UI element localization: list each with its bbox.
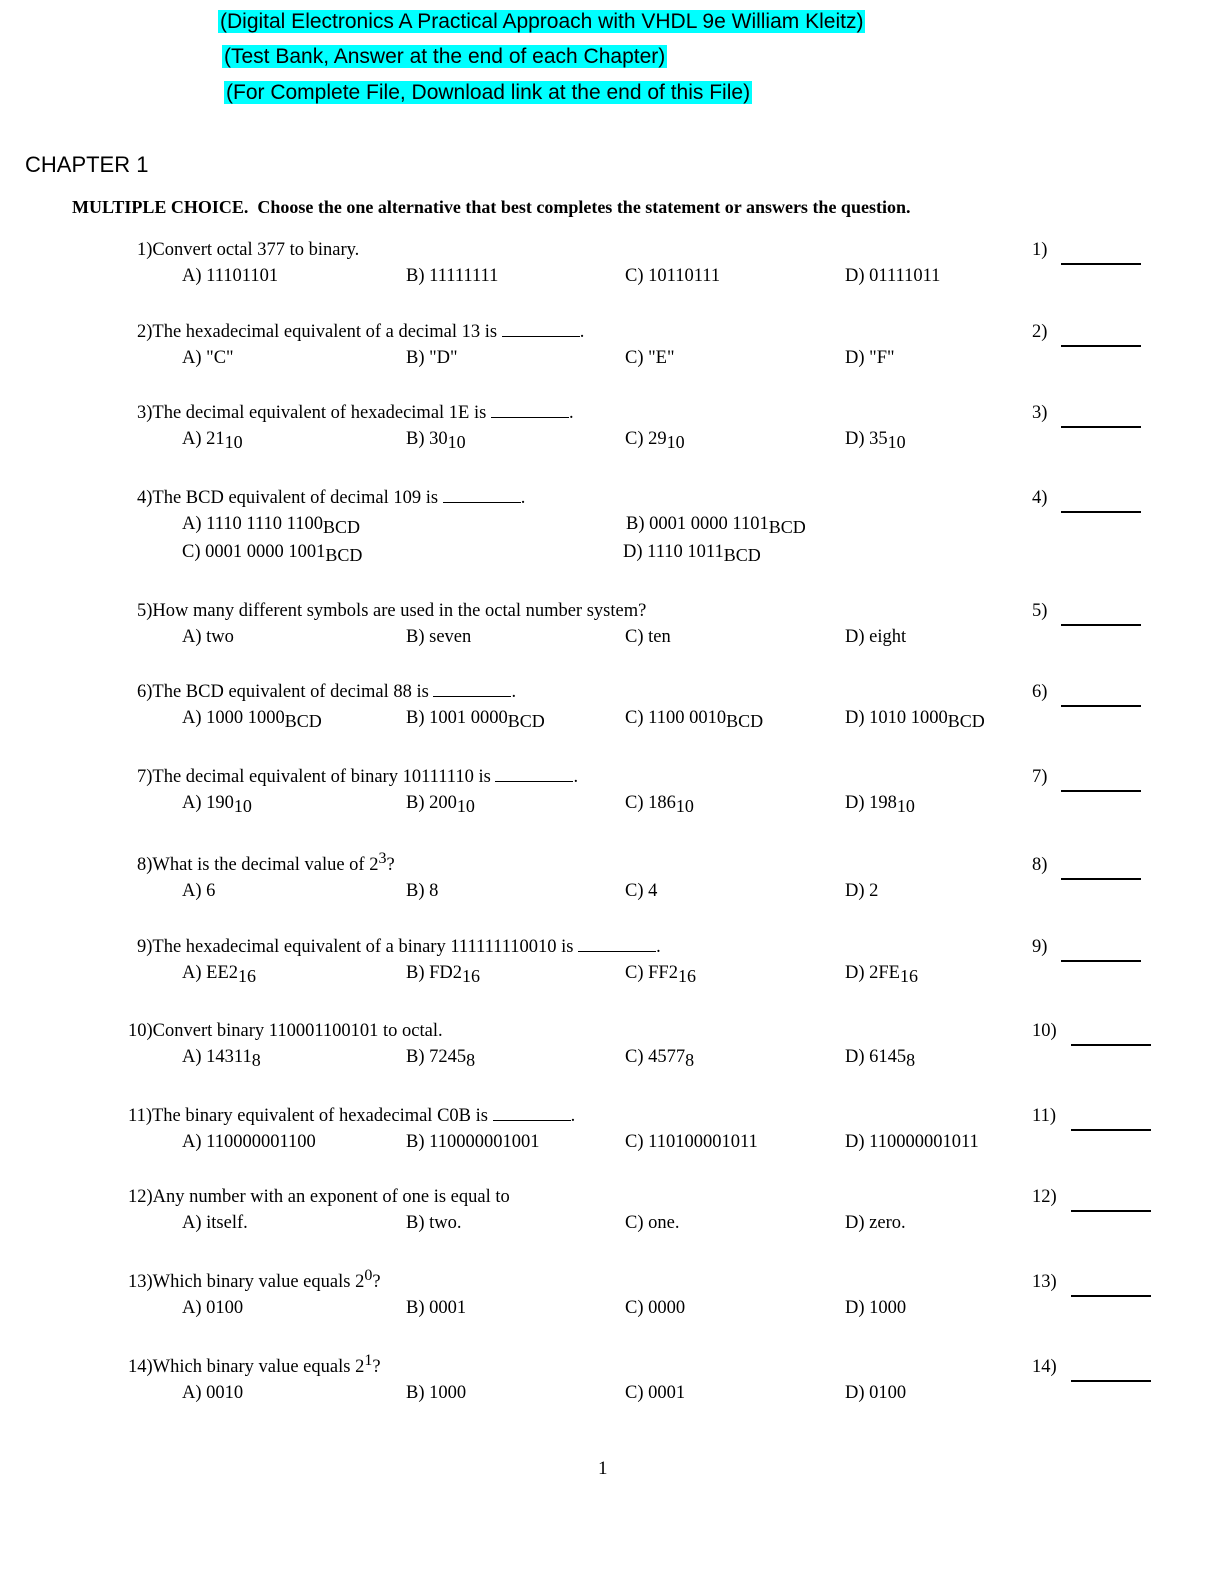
option-b[interactable] <box>406 1047 475 1068</box>
option-text: B) 1001 0000 <box>406 708 508 728</box>
number-base: BCD <box>947 711 985 731</box>
option-text: C) 0000 <box>625 1298 686 1318</box>
number-base: 8 <box>685 1050 695 1070</box>
option-text: C) FF2 <box>625 963 678 983</box>
option-c[interactable] <box>625 963 696 984</box>
answer-number: 6) <box>1032 682 1048 702</box>
question-text: What is the decimal value of 2 <box>152 855 379 875</box>
option-c[interactable] <box>625 1213 679 1234</box>
option-text: C) 4577 <box>625 1047 686 1067</box>
option-text: D) 0100 <box>845 1383 907 1403</box>
page-number: 1 <box>598 1458 608 1479</box>
question-stem <box>128 1021 443 1042</box>
option-text: D) eight <box>845 627 907 647</box>
answer-blank[interactable] <box>1061 624 1141 626</box>
option-a[interactable] <box>182 963 256 984</box>
option-text: C) 1100 0010 <box>625 708 727 728</box>
option-d[interactable] <box>623 542 761 563</box>
question-stem: 9)The hexadecimal equivalent of a binary 111111110010 is . <box>137 937 661 957</box>
option-c[interactable] <box>625 429 685 450</box>
option-text: B) two. <box>406 1213 462 1233</box>
number-base: 10 <box>887 432 906 452</box>
answer-number: 12) <box>1032 1187 1057 1207</box>
question-text: The BCD equivalent of decimal 109 is <box>152 488 439 508</box>
number-base: BCD <box>768 517 806 537</box>
answer-blank[interactable] <box>1061 345 1141 347</box>
question-stem <box>137 601 646 622</box>
option-text: B) "D" <box>406 348 458 368</box>
option-d[interactable] <box>845 1213 906 1234</box>
option-text: C) 29 <box>625 429 667 449</box>
option-a[interactable] <box>182 1213 248 1234</box>
option-c[interactable] <box>625 266 720 287</box>
instruction-text: Choose the one alternative that best completes the statement or answers the question. <box>257 197 911 217</box>
answer-number: 11) <box>1032 1106 1056 1126</box>
option-text: B) 110000001001 <box>406 1132 540 1152</box>
fill-in-blank <box>491 403 569 418</box>
header-line-1: (Digital Electronics A Practical Approach with VHDL 9e William Kleitz) <box>220 10 864 33</box>
chapter-title: CHAPTER 1 <box>25 152 149 177</box>
question-text: Any number with an exponent of one is equal to <box>152 1187 510 1207</box>
option-d[interactable] <box>845 266 940 287</box>
option-b[interactable] <box>406 1213 462 1234</box>
option-b[interactable] <box>406 708 545 729</box>
question-stem: 11)The binary equivalent of hexadecimal C0B is . <box>128 1106 576 1126</box>
exponent: 3 <box>378 849 387 867</box>
number-base: 10 <box>666 432 685 452</box>
option-text: D) "F" <box>845 348 895 368</box>
answer-blank[interactable] <box>1061 426 1141 428</box>
question-stem <box>137 849 395 876</box>
option-text: A) 14311 <box>182 1047 252 1067</box>
answer-blank[interactable] <box>1061 705 1141 707</box>
answer-blank[interactable] <box>1061 878 1141 880</box>
instruction-label: MULTIPLE CHOICE. <box>72 197 249 217</box>
option-text: C) 110100001011 <box>625 1132 758 1152</box>
option-text: B) 7245 <box>406 1047 467 1067</box>
option-a[interactable] <box>182 348 234 369</box>
option-b[interactable] <box>406 627 471 648</box>
option-text: B) 200 <box>406 793 457 813</box>
option-c[interactable] <box>625 1298 685 1319</box>
option-text: A) 0010 <box>182 1383 244 1403</box>
fill-in-blank <box>443 488 521 503</box>
option-a[interactable] <box>182 627 234 648</box>
question-text: Convert binary 110001100101 to octal. <box>152 1021 443 1041</box>
option-d[interactable] <box>845 627 906 648</box>
option-text: D) 1110 1011 <box>623 542 724 562</box>
option-text: B) 30 <box>406 429 448 449</box>
number-base: 10 <box>224 432 243 452</box>
exponent: 1 <box>364 1351 373 1369</box>
question-number: 1) <box>137 240 153 260</box>
option-text: D) 198 <box>845 793 897 813</box>
question-text: The binary equivalent of hexadecimal C0B is <box>151 1106 488 1126</box>
option-a[interactable] <box>182 1047 261 1068</box>
question-stem: 6)The BCD equivalent of decimal 88 is . <box>137 682 517 702</box>
question-stem <box>128 1351 381 1378</box>
answer-number: 2) <box>1032 322 1048 342</box>
option-c[interactable] <box>625 708 763 729</box>
answer-number: 7) <box>1032 767 1048 787</box>
option-c[interactable] <box>625 627 671 648</box>
option-b[interactable] <box>406 266 498 287</box>
option-text: B) 11111111 <box>406 266 499 286</box>
fill-in-blank <box>433 682 511 697</box>
header-line-2: (Test Bank, Answer at the end of each Chapter) <box>224 45 666 68</box>
option-text: C) 0001 0000 1001 <box>182 542 326 562</box>
option-a[interactable] <box>182 881 215 902</box>
number-base: 10 <box>233 796 252 816</box>
answer-number: 4) <box>1032 488 1048 508</box>
option-a[interactable] <box>182 514 360 535</box>
option-text: B) FD2 <box>406 963 463 983</box>
number-base: 16 <box>900 966 918 986</box>
header-line-3: (For Complete File, Download link at the end of this File) <box>226 81 751 104</box>
option-b[interactable] <box>406 429 466 450</box>
question-stem: 2)The hexadecimal equivalent of a decimal 13 is . <box>137 322 585 342</box>
question-stem: 4)The BCD equivalent of decimal 109 is . <box>137 488 526 508</box>
question-number: 11) <box>128 1106 152 1126</box>
number-base: BCD <box>284 711 322 731</box>
question-text: The hexadecimal equivalent of a decimal 13 is <box>152 322 498 342</box>
option-c[interactable] <box>182 542 362 563</box>
answer-number: 14) <box>1032 1357 1057 1377</box>
option-text: A) EE2 <box>182 963 238 983</box>
option-text: D) 110000001011 <box>845 1132 979 1152</box>
option-b[interactable] <box>406 1383 466 1404</box>
question-text: Convert octal 377 to binary. <box>152 240 360 260</box>
question-number: 3) <box>137 403 153 423</box>
option-text: A) 21 <box>182 429 225 449</box>
option-text: B) 0001 <box>406 1298 467 1318</box>
option-a[interactable] <box>182 266 278 287</box>
question-stem <box>128 1187 510 1208</box>
question-number: 5) <box>137 601 153 621</box>
question-number: 6) <box>137 682 153 702</box>
question-stem: 7)The decimal equivalent of binary 10111110 is . <box>137 767 579 787</box>
number-base: 10 <box>675 796 694 816</box>
option-text: A) 1110 1110 1100 <box>182 514 323 534</box>
option-text: D) 2 <box>845 881 879 901</box>
answer-blank[interactable] <box>1071 1129 1151 1131</box>
fill-in-blank <box>502 322 580 337</box>
option-text: B) 8 <box>406 881 439 901</box>
option-d[interactable] <box>845 1298 906 1319</box>
option-a[interactable] <box>182 429 243 450</box>
exponent: 0 <box>364 1266 373 1284</box>
question-number: 4) <box>137 488 153 508</box>
question-text: Which binary value equals 2 <box>152 1272 365 1292</box>
question-number: 2) <box>137 322 153 342</box>
number-base: 10 <box>896 796 915 816</box>
answer-number: 13) <box>1032 1272 1057 1292</box>
question-stem: 3)The decimal equivalent of hexadecimal 1E is . <box>137 403 574 423</box>
option-c[interactable] <box>625 348 675 369</box>
answer-number: 10) <box>1032 1021 1057 1041</box>
question-text-end: ? <box>386 855 395 875</box>
answer-number: 9) <box>1032 937 1048 957</box>
question-text-end: ? <box>372 1357 381 1377</box>
option-b[interactable] <box>406 1298 466 1319</box>
option-text: D) 1000 <box>845 1298 907 1318</box>
option-text: A) 1000 1000 <box>182 708 285 728</box>
fill-in-blank <box>578 937 656 952</box>
option-text: C) 4 <box>625 881 658 901</box>
option-text: A) 110000001100 <box>182 1132 316 1152</box>
option-d[interactable] <box>845 708 985 729</box>
option-text: A) 11101101 <box>182 266 279 286</box>
option-text: D) 35 <box>845 429 888 449</box>
number-base: BCD <box>723 545 761 565</box>
answer-blank[interactable] <box>1061 263 1141 265</box>
number-base: 8 <box>906 1050 916 1070</box>
option-text: A) 190 <box>182 793 234 813</box>
option-text: A) 6 <box>182 881 216 901</box>
option-text: C) "E" <box>625 348 675 368</box>
option-text: D) 1010 1000 <box>845 708 948 728</box>
question-text: The decimal equivalent of hexadecimal 1E is <box>152 403 487 423</box>
number-base: 10 <box>456 796 475 816</box>
question-number: 10) <box>128 1021 153 1041</box>
option-d[interactable] <box>845 963 918 984</box>
question-text: How many different symbols are used in the octal number system? <box>152 601 647 621</box>
option-d[interactable] <box>845 1132 979 1153</box>
option-a[interactable] <box>182 1132 316 1153</box>
option-c[interactable] <box>625 1047 694 1068</box>
option-text: A) itself. <box>182 1213 248 1233</box>
answer-number: 8) <box>1032 855 1048 875</box>
option-c[interactable] <box>625 1132 758 1153</box>
answer-blank[interactable] <box>1071 1044 1151 1046</box>
answer-blank[interactable] <box>1061 790 1141 792</box>
answer-blank[interactable] <box>1071 1295 1151 1297</box>
option-d[interactable] <box>845 793 915 814</box>
option-d[interactable] <box>845 1383 906 1404</box>
answer-blank[interactable] <box>1071 1380 1151 1382</box>
answer-blank[interactable] <box>1061 960 1141 962</box>
number-base: BCD <box>507 711 545 731</box>
answer-number: 5) <box>1032 601 1048 621</box>
option-text: B) seven <box>406 627 472 647</box>
option-text: C) ten <box>625 627 671 647</box>
question-number: 13) <box>128 1272 153 1292</box>
option-text: D) 6145 <box>845 1047 907 1067</box>
answer-number: 1) <box>1032 240 1048 260</box>
option-c[interactable] <box>625 1383 685 1404</box>
option-text: D) zero. <box>845 1213 906 1233</box>
option-a[interactable] <box>182 708 322 729</box>
option-d[interactable] <box>845 1047 915 1068</box>
option-b[interactable] <box>406 348 458 369</box>
instructions <box>72 197 910 218</box>
question-number: 7) <box>137 767 153 787</box>
number-base: BCD <box>325 545 363 565</box>
option-a[interactable] <box>182 793 252 814</box>
question-text: The BCD equivalent of decimal 88 is <box>152 682 429 702</box>
option-d[interactable] <box>845 348 895 369</box>
question-text: The hexadecimal equivalent of a binary 111111110010 is <box>152 937 574 957</box>
option-c[interactable] <box>625 881 657 902</box>
question-number: 14) <box>128 1357 153 1377</box>
option-text: B) 1000 <box>406 1383 467 1403</box>
option-b[interactable] <box>406 1132 539 1153</box>
option-c[interactable] <box>625 793 694 814</box>
question-number: 12) <box>128 1187 153 1207</box>
option-d[interactable] <box>845 881 878 902</box>
option-a[interactable] <box>182 1383 243 1404</box>
number-base: 16 <box>677 966 696 986</box>
number-base: 16 <box>238 966 256 986</box>
question-number: 8) <box>137 855 153 875</box>
question-number: 9) <box>137 937 153 957</box>
option-text: B) 0001 0000 1101 <box>626 514 769 534</box>
question-text: Which binary value equals 2 <box>152 1357 365 1377</box>
option-text: C) 0001 <box>625 1383 686 1403</box>
question-text: The decimal equivalent of binary 10111110 is <box>152 767 491 787</box>
option-b[interactable] <box>406 881 438 902</box>
option-text: A) "C" <box>182 348 234 368</box>
number-base: BCD <box>322 517 360 537</box>
option-text: D) 2FE <box>845 963 900 983</box>
fill-in-blank <box>495 767 573 782</box>
answer-blank[interactable] <box>1071 1210 1151 1212</box>
option-b[interactable] <box>406 793 475 814</box>
option-text: D) 01111011 <box>845 266 941 286</box>
number-base: 10 <box>447 432 466 452</box>
question-text-end: ? <box>372 1272 381 1292</box>
option-text: A) two <box>182 627 234 647</box>
question-stem <box>128 1266 381 1293</box>
answer-blank[interactable] <box>1061 511 1141 513</box>
question-stem <box>137 240 359 261</box>
option-text: C) one. <box>625 1213 680 1233</box>
option-b[interactable] <box>626 514 806 535</box>
fill-in-blank <box>493 1106 571 1121</box>
option-text: C) 10110111 <box>625 266 721 286</box>
number-base: BCD <box>726 711 764 731</box>
option-d[interactable] <box>845 429 906 450</box>
number-base: 16 <box>462 966 481 986</box>
option-b[interactable] <box>406 963 480 984</box>
option-text: C) 186 <box>625 793 676 813</box>
number-base: 8 <box>466 1050 476 1070</box>
answer-number: 3) <box>1032 403 1048 423</box>
option-text: A) 0100 <box>182 1298 244 1318</box>
option-a[interactable] <box>182 1298 243 1319</box>
number-base: 8 <box>251 1050 261 1070</box>
